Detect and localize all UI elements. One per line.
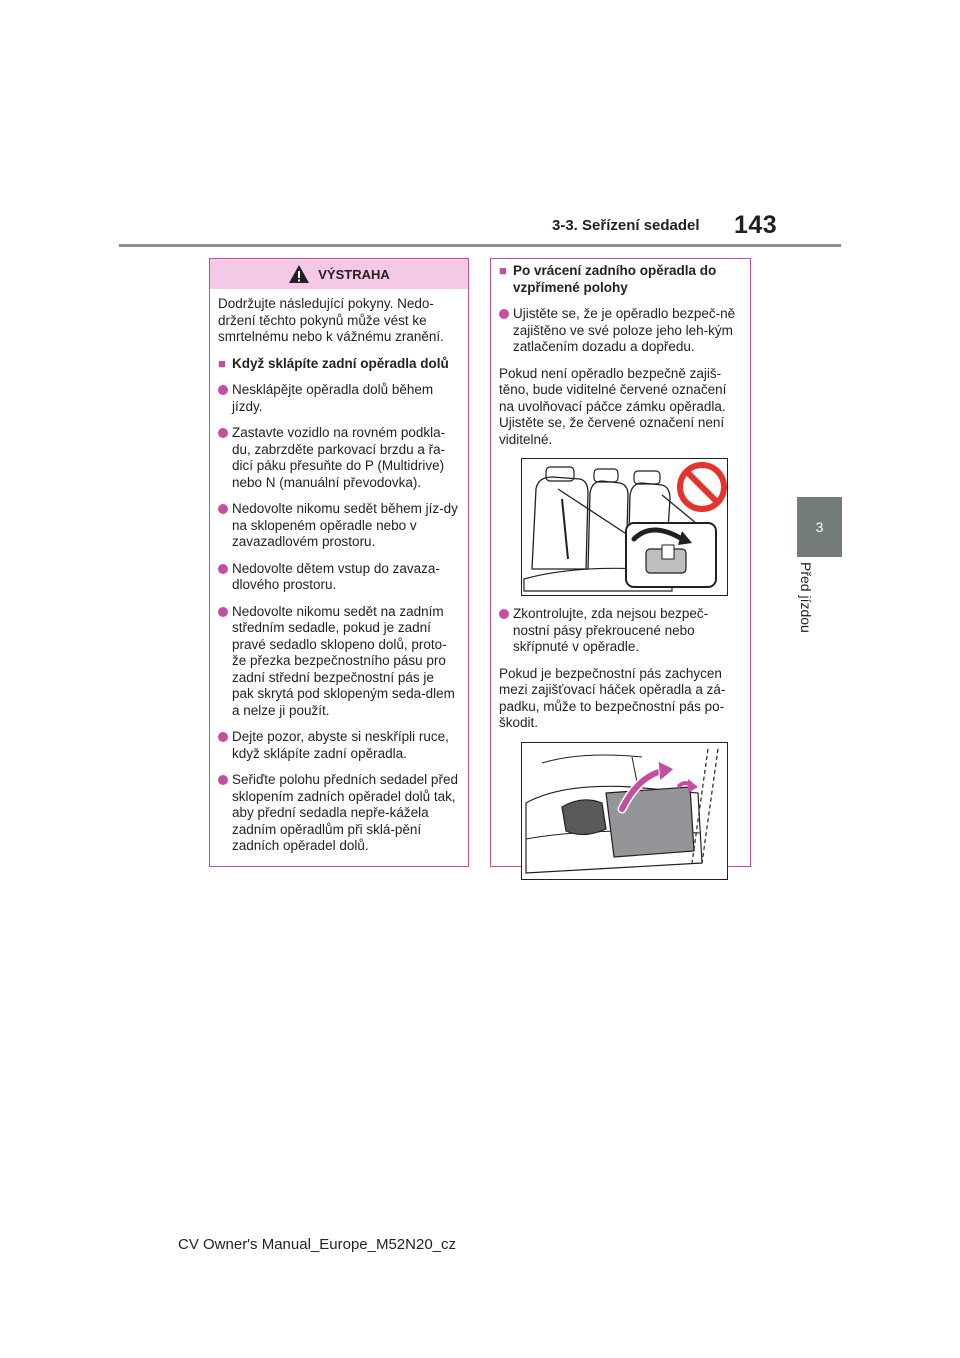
chapter-label: Před jízdou (798, 562, 814, 633)
square-marker-icon: ■ (499, 263, 507, 278)
bullet-text: Zkontrolujte, zda nejsou bezpeč-nostní pásy překroucené nebo skřípnuté v opěradle. (513, 606, 709, 654)
bullet-text: Ujistěte se, že je opěradlo bezpeč-ně zajištěno ve své poloze jeho leh-kým zatlačením dozadu a dopředu. (513, 306, 736, 354)
bullet-dot-icon (218, 564, 228, 574)
bullet-dot-icon (218, 607, 228, 617)
bullet-item (218, 425, 458, 491)
section-title: 3-3. Seřízení sedadel (552, 217, 700, 234)
bullet-item (218, 604, 458, 720)
bullet-item (218, 382, 458, 415)
bullet-text: Nedovolte dětem vstup do zavaza-dlového prostoru. (232, 560, 440, 592)
bullet-dot-icon (218, 504, 228, 514)
chapter-tab (797, 497, 842, 557)
bullet-dot-icon (499, 309, 509, 319)
section-heading (499, 263, 740, 296)
bullet-item (499, 606, 740, 656)
warning-title: VÝSTRAHA (318, 266, 390, 282)
chapter-number: 3 (815, 519, 824, 535)
seat-lock-illustration (521, 458, 728, 596)
warning-triangle-icon (288, 264, 310, 284)
bullet-text: Dejte pozor, abyste si neskřípli ruce, když sklápíte zadní opěradla. (232, 729, 449, 761)
warning-intro: Dodržujte následující pokyny. Nedo-držení těchto pokynů může vést ke smrtelnému nebo k vážnému zranění. (218, 296, 444, 344)
bullet-item (218, 501, 458, 551)
warning-box-right (490, 258, 751, 867)
paragraph: Pokud není opěradlo bezpečně zajiš-těno, bude viditelné červené označení na uvolňovací páčce zámku opěradla. Ujistěte se, že červené označení není viditelné. (499, 365, 727, 447)
bullet-text: Seřiďte polohu předních sedadel před sklopením zadních opěradel dolů tak, aby přední sedadla nepře-kážela zadním opěradlům při sklá-pění zadních opěradel dolů. (232, 772, 458, 853)
bullet-dot-icon (218, 385, 228, 395)
bullet-dot-icon (218, 428, 228, 438)
seatbelt-drawing (522, 743, 727, 879)
bullet-item (499, 306, 740, 356)
page-number: 143 (734, 211, 778, 239)
footer-text: CV Owner's Manual_Europe_M52N20_cz (178, 1236, 457, 1253)
bullet-text: Nedovolte nikomu sedět během jíz-dy na sklopeném opěradle nebo v zavazadlovém prostoru. (232, 501, 458, 549)
warning-header (210, 259, 468, 289)
bullet-dot-icon (218, 732, 228, 742)
header-rule (119, 244, 841, 247)
seatbelt-illustration (521, 742, 728, 880)
bullet-item (218, 729, 458, 762)
bullet-dot-icon (218, 775, 228, 785)
seat-lock-drawing (522, 459, 727, 595)
bullet-item (218, 561, 458, 594)
bullet-text: Nedovolte nikomu sedět na zadním středním sedadle, pokud je zadní pravé sedadlo sklopeno dolů, proto-že přezka bezpečnostního pásu pro zadní střední bezpečnostní pás je pak skrytá pod sklopeným seda-dlem a nelze ji použít. (232, 603, 455, 718)
bullet-text: Zastavte vozidlo na rovném podkla-du, zabrzděte parkovací brzdu a řa-dicí páku přesuňte do P (Multidrive) nebo N (manuální převodovka). (232, 425, 446, 490)
warning-content-left (210, 289, 468, 855)
section-heading-text: Když sklápíte zadní opěradla dolů (232, 355, 449, 371)
square-marker-icon: ■ (218, 355, 226, 371)
bullet-dot-icon (499, 609, 509, 619)
warning-content-right (491, 259, 750, 880)
section-heading (218, 356, 458, 373)
paragraph: Pokud je bezpečnostní pás zachycen mezi zajišťovací háček opěradla a zá-padku, může to bezpečnostní pás po-škodit. (499, 665, 726, 730)
warning-box-left (209, 258, 469, 867)
prohibited-icon (680, 465, 724, 509)
bullet-text: Nesklápějte opěradla dolů během jízdy. (232, 382, 434, 414)
bullet-item (218, 772, 458, 855)
section-heading-text: Po vrácení zadního opěradla do vzpřímené polohy (513, 263, 717, 295)
